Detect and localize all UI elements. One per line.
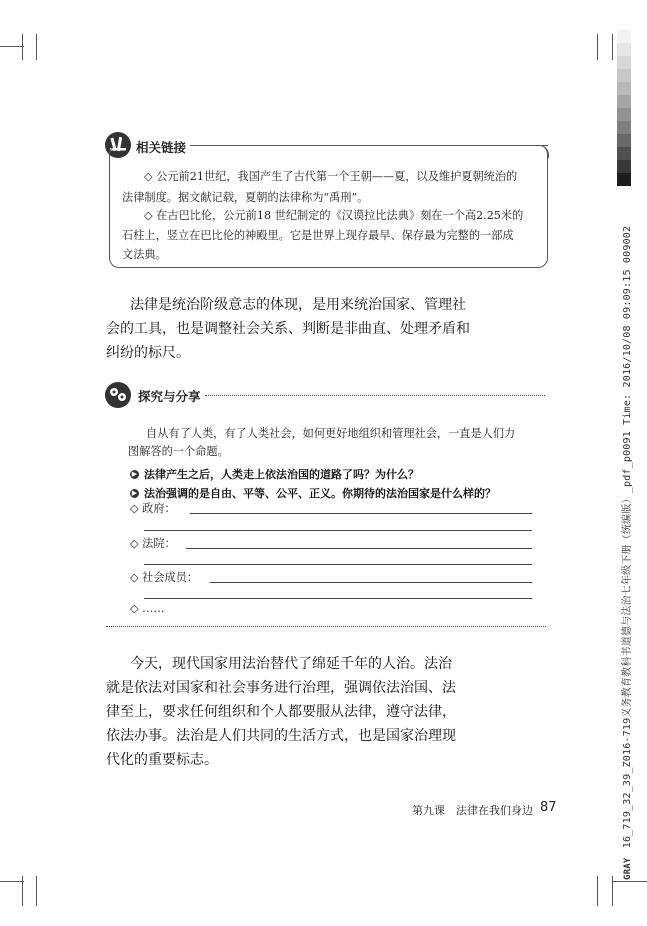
crop-mark — [597, 876, 598, 906]
question-text: 法律产生之后，人类走上依法治国的道路了吗？为什么？ — [144, 468, 419, 481]
answer-line[interactable] — [144, 530, 532, 531]
related-link-line: ◇ 公元前21世纪，我国产生了古代第一个王朝——夏，以及维护夏朝统治的 — [144, 170, 518, 183]
gray-scale-strip — [617, 30, 631, 185]
question-text: 法治强调的是自由、平等、公平、正义。你期待的法治国家是什么样的？ — [144, 487, 496, 500]
answer-line[interactable] — [186, 548, 532, 549]
answer-line[interactable] — [210, 582, 532, 583]
body-paragraph-line: 就是依法对国家和社会事务进行治理，强调依法治国、法 — [106, 680, 456, 696]
answer-blank-label: ◇ 政府： — [130, 502, 176, 515]
explore-share-icon — [104, 381, 132, 409]
gray-label: GRAY — [623, 857, 633, 880]
crop-mark — [612, 881, 647, 882]
body-paragraph-line: 律至上，要求任何组织和个人都要服从法律，遵守法律， — [106, 704, 456, 720]
answer-blank-label: ◇ 法院： — [130, 537, 176, 550]
crop-mark — [0, 46, 24, 47]
page-number: 87 — [540, 800, 557, 815]
explore-share-title: 探究与分享 — [138, 389, 201, 404]
body-paragraph-line: 纠纷的标尺。 — [106, 345, 190, 361]
body-paragraph-line: 今天，现代国家用法治替代了绵延千年的人治。法治 — [130, 656, 452, 672]
arrow-bullet-icon: ▶ — [131, 488, 138, 497]
related-link-line: 法律制度。据文献记载，夏朝的法律称为“禹刑”。 — [122, 191, 369, 204]
question-item — [130, 485, 496, 501]
section-divider — [205, 395, 545, 396]
crop-mark — [36, 34, 37, 60]
related-link-line: ◇ 在古巴比伦，公元前18 世纪制定的《汉谟拉比法典》刻在一个高2.25米的 — [144, 209, 524, 222]
related-link-line: 文法典。 — [122, 248, 167, 261]
answer-line[interactable] — [144, 598, 532, 599]
crop-mark — [597, 34, 598, 60]
answer-line[interactable] — [144, 564, 532, 565]
body-paragraph-line: 依法办事。法治是人们共同的生活方式，也是国家治理现 — [106, 728, 456, 744]
answer-blank-label: ◇ …… — [130, 602, 165, 615]
section-divider — [106, 626, 546, 627]
side-print-label — [618, 226, 633, 880]
explore-intro-line: 自从有了人类，有了人类社会，如何更好地组织和管理社会，一直是人们力 — [146, 427, 516, 440]
body-paragraph-line: 会的工具，也是调整社会关系、判断是非曲直、处理矛盾和 — [106, 321, 470, 337]
lesson-footer: 第九课 法律在我们身边 — [412, 804, 533, 817]
body-paragraph-line: 法律是统治阶级意志的体现，是用来统治国家、管理社 — [130, 297, 466, 313]
answer-blank-label: ◇ 社会成员： — [130, 571, 199, 584]
answer-line[interactable] — [190, 513, 532, 514]
body-paragraph-line: 代化的重要标志。 — [106, 752, 218, 768]
crop-mark — [0, 881, 24, 882]
related-links-title: 相关链接 — [136, 140, 187, 155]
explore-intro-line: 图解答的一个命题。 — [128, 445, 229, 458]
crop-mark — [612, 34, 613, 60]
crop-mark — [22, 34, 23, 60]
question-item — [130, 466, 419, 482]
arrow-bullet-icon: ▶ — [131, 469, 138, 478]
crop-mark — [36, 876, 37, 906]
print-info: 16_719_32_39_Z016-719义务教育教科书道德与法治七年级下册（统编版）_pdf_p0091 Time: 2016/10/08 09:09:15 009002 — [622, 225, 633, 849]
related-link-line: 石柱上，竖立在巴比伦的神殿里。它是世界上现存最早、保存最为完整的一部成 — [122, 229, 514, 242]
